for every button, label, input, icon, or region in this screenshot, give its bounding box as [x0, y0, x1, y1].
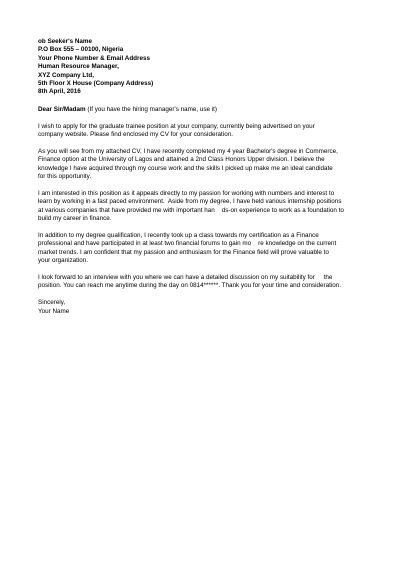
paragraph-line: professional and have participated in at least two financial forums to gain mo re knowledge on the current	[38, 240, 337, 248]
sender-po-box: P.O Box 555 – 00100, Nigeria	[38, 46, 124, 54]
salutation	[38, 106, 373, 114]
paragraph-line: I am interested in this position as it appeals directly to my passion for working with numbers and interest to	[38, 189, 335, 197]
paragraph-conclusion	[38, 274, 373, 291]
salutation-label: Dear Sir/Madam	[38, 105, 86, 113]
paragraph-interest	[38, 190, 373, 224]
paragraph-line: learn by working in a fast paced environment. Aside from my degree, I have held various internship positions	[38, 198, 342, 206]
sender-contact: Your Phone Number & Email Address	[38, 54, 150, 62]
recipient-title: Human Resource Manager,	[38, 63, 119, 71]
paragraph-intro	[38, 123, 373, 140]
paragraph-line: I wish to apply for the graduate trainee position at your company, currently being advertised on your	[38, 122, 315, 130]
closing-signature-name: Your Name	[38, 307, 70, 315]
closing-sign-off: Sincerely,	[38, 299, 66, 307]
paragraph-education	[38, 148, 373, 182]
paragraph-line: I look forward to an interview with you where we can have a detailed discussion on my suitability for the	[38, 273, 333, 281]
cover-letter	[38, 38, 373, 316]
paragraph-line: for this opportunity.	[38, 173, 92, 181]
recipient-company: XYZ Company Ltd,	[38, 71, 94, 79]
paragraph-line: Finance option at the University of Lagos and attained a 2nd Class Honors Upper division. I believe the	[38, 156, 325, 164]
recipient-address: 5th Floor X House (Company Address)	[38, 80, 154, 88]
letter-date: 8th April, 2016	[38, 88, 81, 96]
paragraph-line: company website. Please find enclosed my CV for your consideration.	[38, 131, 233, 139]
closing-block	[38, 299, 373, 316]
paragraph-qualification	[38, 232, 373, 266]
paragraph-line: your organization.	[38, 257, 89, 265]
paragraph-line: As you will see from my attached CV, I have recently completed my 4 year Bachelor's degree in Commerce,	[38, 147, 338, 155]
paragraph-line: In addition to my degree qualification, I recently took up a class towards my certification as a Finance	[38, 231, 319, 239]
paragraph-line: market trends. I am confident that my passion and enthusiasm for the Finance field will prove valuable to	[38, 248, 329, 256]
paragraph-line: position. You can reach me anytime during the day on 0814******. Thank you for your time and consideration.	[38, 282, 342, 290]
paragraph-line: build my career in finance.	[38, 215, 112, 223]
sender-address-block	[38, 38, 373, 97]
salutation-note: (If you have the hiring manager's name, use it)	[85, 105, 218, 113]
paragraph-line: at various companies that have provided me with important han ds-on experience to work as a foundation to	[38, 206, 344, 214]
paragraph-line: knowledge I have acquired through my course work and the skills I picked up make me an ideal candidate	[38, 164, 333, 172]
sender-name: ob Seeker's Name	[38, 38, 93, 45]
